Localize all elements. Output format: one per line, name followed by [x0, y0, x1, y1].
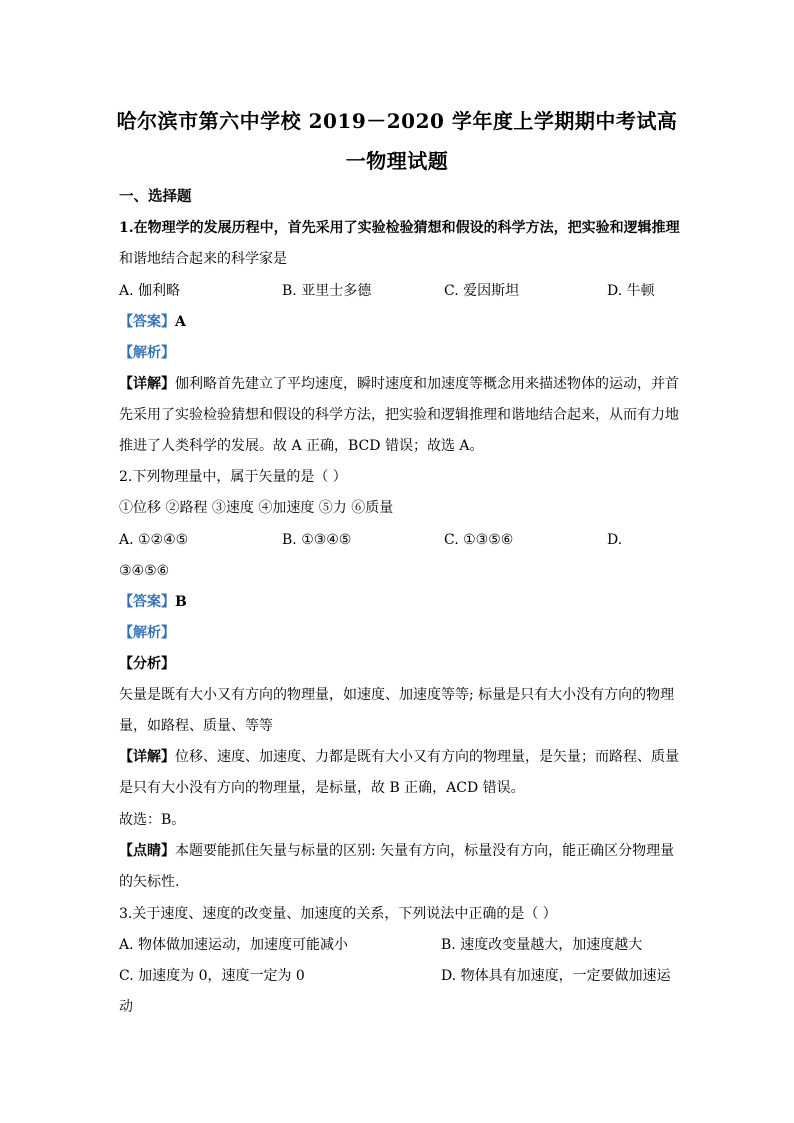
q2-answer-tag: 【答案】 — [119, 594, 175, 610]
q1-option-b: B. 亚里士多德 — [282, 283, 372, 299]
q2-analysis-line — [119, 623, 679, 643]
q3-option-b: B. 速度改变量越大，加速度越大 — [441, 937, 643, 953]
q3-stem — [119, 904, 679, 924]
q2-comment-line1 — [119, 841, 679, 861]
q3-option-c: C. 加速度为 0，速度一定为 0 — [119, 968, 305, 984]
q2-comment-text1: 本题要能抓住矢量与标量的区别: 矢量有方向，标量没有方向，能正确区分物理量 — [175, 843, 675, 859]
q2-detail-text1: 位移、速度、加速度、力都是既有大小又有方向的物理量，是矢量；而路程、质量 — [175, 749, 679, 765]
q2-analyze-line1: 矢量是既有大小又有方向的物理量，如速度、加速度等等; 标量是只有大小没有方向的物理 — [119, 687, 675, 703]
q2-analyze-line2: 量，如路程、质量、等等 — [119, 718, 273, 734]
q2-conclusion: 故选：B。 — [119, 812, 186, 828]
q2-option-c: C. ①③⑤⑥ — [444, 532, 514, 548]
q1-stem-line2: 和谐地结合起来的科学家是 — [119, 251, 287, 267]
q1-analysis-line — [119, 343, 679, 363]
q2-comment-tag: 【点睛】 — [119, 843, 175, 859]
q1-stem-text: 1.在物理学的发展历程中，首先采用了实验检验猜想和假设的科学方法，把实验和逻辑推理 — [119, 220, 680, 236]
q1-detail-tag: 【详解】 — [119, 376, 175, 392]
q2-option-d-cont: ③④⑤⑥ — [119, 563, 170, 579]
q2-answer-value: B — [175, 594, 187, 610]
section-heading: 一、选择题 — [119, 188, 192, 205]
q2-analyze-tag: 【分析】 — [119, 656, 175, 672]
q2-answer-line — [119, 592, 679, 612]
q2-detail-line2: 是只有大小没有方向的物理量，是标量，故 B 正确，ACD 错误。 — [119, 780, 525, 796]
q2-detail-tag: 【详解】 — [119, 749, 175, 765]
q2-option-d: D. — [607, 532, 623, 548]
page-title-line2: 一物理试题 — [345, 149, 449, 173]
q1-answer-tag: 【答案】 — [119, 314, 175, 330]
q2-items: ①位移 ②路程 ③速度 ④加速度 ⑤力 ⑥质量 — [119, 500, 394, 516]
q3-stem-text: 3.关于速度、速度的改变量、加速度的关系，下列说法中正确的是（ ） — [119, 906, 557, 922]
q2-option-b: B. ①③④⑤ — [282, 532, 352, 548]
q1-analysis-tag: 【解析】 — [119, 345, 175, 361]
q3-option-d-cont: 动 — [119, 999, 133, 1015]
q2-analysis-tag: 【解析】 — [119, 625, 175, 641]
q1-detail-text1: 伽利略首先建立了平均速度，瞬时速度和加速度等概念用来描述物体的运动，并首 — [175, 376, 679, 392]
q1-answer-line — [119, 312, 679, 332]
q2-comment-line2: 的矢标性. — [119, 874, 180, 890]
q3-option-a: A. 物体做加速运动，加速度可能减小 — [119, 937, 349, 953]
q2-stem — [119, 467, 679, 487]
q2-option-a: A. ①②④⑤ — [119, 532, 189, 548]
q1-option-a: A. 伽利略 — [119, 283, 181, 299]
q2-detail-line1 — [119, 747, 679, 767]
page-title-line1: 哈尔滨市第六中学校 2019－2020 学年度上学期期中考试高 — [116, 109, 678, 133]
q1-detail-line1 — [119, 374, 679, 394]
q1-detail-line2: 先采用了实验检验猜想和假设的科学方法，把实验和逻辑推理和谐地结合起来，从而有力地 — [119, 407, 679, 423]
q3-option-d: D. 物体具有加速度，一定要做加速运 — [441, 968, 671, 984]
q1-stem-line1 — [119, 218, 679, 238]
q1-answer-value: A — [175, 314, 186, 330]
q1-option-c: C. 爱因斯坦 — [444, 283, 520, 299]
q2-stem-text: 2.下列物理量中，属于矢量的是（ ） — [119, 469, 347, 485]
q1-detail-line3: 推进了人类科学的发展。故 A 正确，BCD 错误；故选 A。 — [119, 438, 484, 454]
q1-option-d: D. 牛顿 — [607, 283, 655, 299]
